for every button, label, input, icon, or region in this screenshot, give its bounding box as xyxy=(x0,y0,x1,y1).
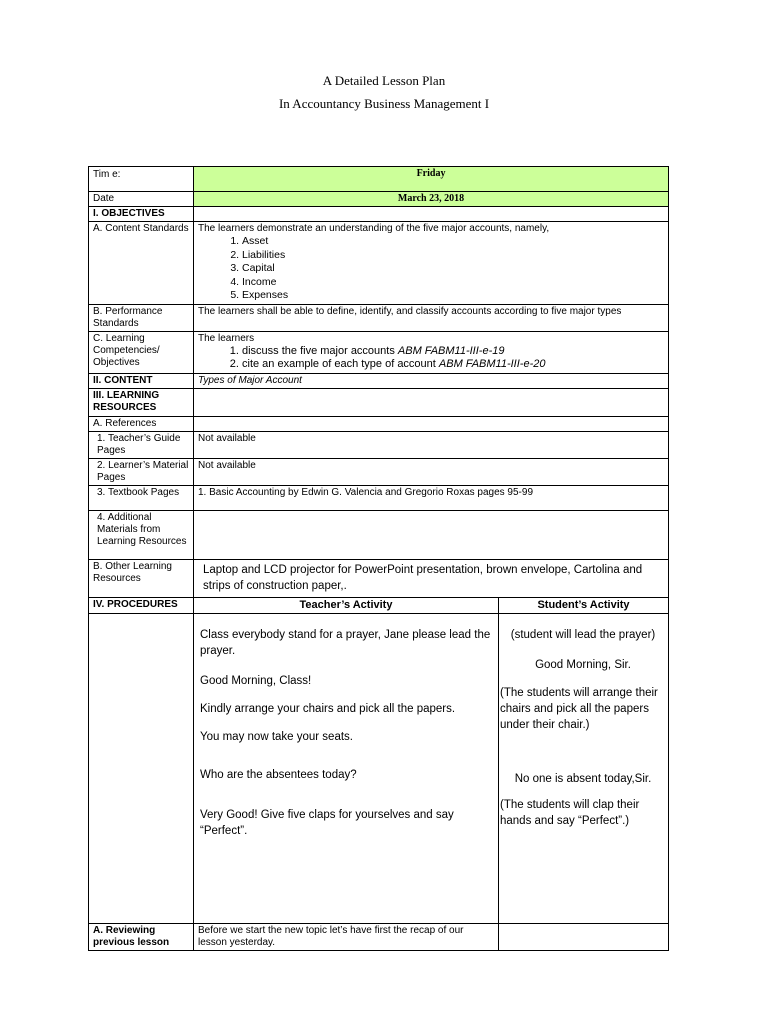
teachers-guide-value: Not available xyxy=(194,431,669,458)
student-line: No one is absent today,Sir. xyxy=(514,772,652,785)
resources-row xyxy=(89,388,669,416)
learners-material-label: 2. Learner’s Material Pages xyxy=(89,458,194,485)
student-activity-cell xyxy=(499,613,669,923)
time-label: Tim e: xyxy=(89,167,194,192)
performance-label: B. Performance Standards xyxy=(89,304,194,331)
content-row xyxy=(89,373,669,388)
competency-text: cite an example of each type of account xyxy=(242,358,439,370)
teacher-line: Class everybody stand for a prayer, Jane please lead the prayer. xyxy=(200,628,491,657)
content-standards-label: A. Content Standards xyxy=(89,222,194,305)
list-item: 1. Asset xyxy=(242,235,664,249)
time-value: Friday xyxy=(194,167,669,192)
list-item: 3. Capital xyxy=(242,262,664,276)
student-line: (The students will arrange their chairs and pick all the papers under their chair.) xyxy=(500,686,658,731)
competencies-list xyxy=(198,345,664,372)
textbook-label: 3. Textbook Pages xyxy=(89,485,194,510)
other-resources-row xyxy=(89,559,669,597)
objectives-row xyxy=(89,207,669,222)
teacher-line: You may now take your seats. xyxy=(200,730,353,743)
textbook-row xyxy=(89,485,669,510)
teacher-line: Good Morning, Class! xyxy=(200,674,312,687)
content-standards-intro: The learners demonstrate an understanding of the five major accounts, namely, xyxy=(198,223,550,234)
student-activity-header: Student’s Activity xyxy=(499,597,669,613)
textbook-value: 1. Basic Accounting by Edwin G. Valencia and Gregorio Roxas pages 95-99 xyxy=(194,485,669,510)
references-label: A. References xyxy=(89,416,194,431)
performance-text: The learners shall be able to define, identify, and classify accounts according to five major types xyxy=(194,304,669,331)
list-item: 5. Expenses xyxy=(242,289,664,303)
procedures-header-row xyxy=(89,597,669,613)
date-label: Date xyxy=(89,192,194,207)
teacher-line: Who are the absentees today? xyxy=(200,768,357,781)
student-line: (The students will clap their hands and say “Perfect”.) xyxy=(500,798,640,827)
content-standards-cell xyxy=(194,222,669,305)
additional-label: 4. Additional Materials from Learning Resources xyxy=(89,510,194,559)
content-value: Types of Major Account xyxy=(194,373,669,388)
teachers-guide-label: 1. Teacher’s Guide Pages xyxy=(89,431,194,458)
objectives-label: I. OBJECTIVES xyxy=(89,207,194,222)
teacher-activity-cell xyxy=(194,613,499,923)
student-line: Good Morning, Sir. xyxy=(535,658,631,671)
competencies-label: C. Learning Competencies/ Objectives xyxy=(89,331,194,373)
teacher-activity-header: Teacher’s Activity xyxy=(194,597,499,613)
competencies-row xyxy=(89,331,669,373)
learners-material-value: Not available xyxy=(194,458,669,485)
reviewing-value: Before we start the new topic let’s have first the recap of our lesson yesterday. xyxy=(194,923,499,950)
teacher-line: Very Good! Give five claps for yourselves and say “Perfect”. xyxy=(200,808,454,837)
reviewing-row xyxy=(89,923,669,950)
additional-row xyxy=(89,510,669,559)
teacher-line: Kindly arrange your chairs and pick all the papers. xyxy=(200,702,456,715)
learners-material-row xyxy=(89,458,669,485)
list-item: 2. Liabilities xyxy=(242,249,664,263)
competency-text: discuss the five major accounts xyxy=(242,344,398,357)
lesson-plan-table xyxy=(88,166,669,951)
student-line: (student will lead the prayer) xyxy=(510,628,656,641)
content-label: II. CONTENT xyxy=(89,373,194,388)
reviewing-label: A. Reviewing previous lesson xyxy=(89,923,194,950)
other-resources-value: Laptop and LCD projector for PowerPoint presentation, brown envelope, Cartolina and strips of construction paper,. xyxy=(194,559,669,597)
competency-code: ABM FABM11-III-e-20 xyxy=(438,358,546,370)
performance-row xyxy=(89,304,669,331)
competency-code: ABM FABM11-III-e-19 xyxy=(397,344,505,357)
other-resources-label: B. Other Learning Resources xyxy=(89,559,194,597)
document-title: A Detailed Lesson Plan xyxy=(322,73,446,88)
resources-label: III. LEARNING RESOURCES xyxy=(89,388,194,416)
accounts-list xyxy=(198,235,664,303)
list-item: 4. Income xyxy=(242,276,664,290)
time-row xyxy=(89,167,669,192)
teachers-guide-row xyxy=(89,431,669,458)
competencies-intro: The learners xyxy=(198,332,255,344)
list-item xyxy=(242,345,664,359)
date-row xyxy=(89,192,669,207)
competencies-cell xyxy=(194,331,669,373)
references-row xyxy=(89,416,669,431)
date-value: March 23, 2018 xyxy=(194,192,669,207)
document-subtitle: In Accountancy Business Management I xyxy=(278,96,490,111)
content-standards-row xyxy=(89,222,669,305)
list-item xyxy=(242,358,664,372)
procedures-label: IV. PROCEDURES xyxy=(89,597,194,613)
procedures-row xyxy=(89,613,669,923)
